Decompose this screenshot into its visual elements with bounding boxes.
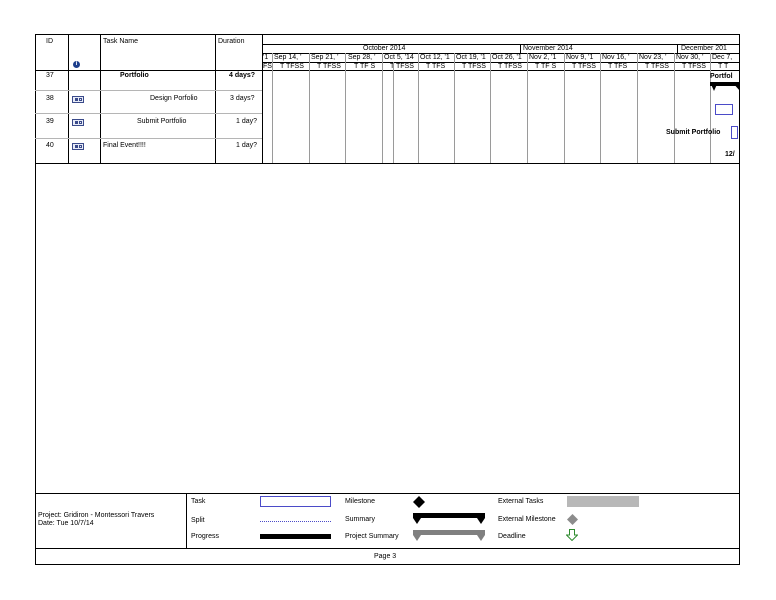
week-label: '1 <box>263 54 269 61</box>
week-gridline <box>710 53 711 163</box>
week-gridline <box>490 53 491 163</box>
row-id: 39 <box>46 118 54 125</box>
day-label: T TFS <box>608 63 628 70</box>
week-label: Nov 16, ' <box>602 54 630 61</box>
row-divider <box>35 138 262 139</box>
week-gridline <box>345 53 346 163</box>
week-gridline <box>309 53 310 163</box>
summary-bar-ends <box>708 82 740 94</box>
legend-split-label: Split <box>191 517 205 524</box>
duration-value: 1 day? <box>236 142 258 149</box>
gantt-label-submit-portfolio: Submit Portfolio <box>666 129 721 136</box>
legend-external-tasks-label: External Tasks <box>498 498 544 505</box>
timescale-month-top <box>262 44 740 45</box>
day-label: FS <box>263 63 272 70</box>
week-label: Nov 2, '1 <box>529 54 557 61</box>
month-label-dec: December 201 <box>681 45 727 52</box>
gantt-label-final-event: 12/ <box>725 151 735 158</box>
week-label: Sep 14, ' <box>274 54 302 61</box>
legend-task-label: Task <box>191 498 206 505</box>
row-divider <box>35 113 262 114</box>
calendar-icon <box>72 119 84 126</box>
legend-task-swatch <box>260 496 331 507</box>
week-gridline <box>454 53 455 163</box>
duration-column-header: Duration <box>218 38 245 45</box>
legend-bottom-line <box>35 548 740 549</box>
month-label-oct: October 2014 <box>363 45 406 52</box>
duration-value: 1 day? <box>236 118 258 125</box>
legend-summary-swatch <box>413 513 485 525</box>
legend-milestone-label: Milestone <box>345 498 375 505</box>
task-name-final-event[interactable]: Final Event!!!! <box>103 142 146 149</box>
day-label: T TFS <box>426 63 446 70</box>
week-gridline <box>674 53 675 163</box>
row-id: 37 <box>46 72 54 79</box>
week-gridline <box>382 53 383 163</box>
legend-progress-label: Progress <box>191 533 220 540</box>
week-label: Oct 12, '1 <box>420 54 450 61</box>
week-gridline <box>600 53 601 163</box>
legend-external-milestone-label: External Milestone <box>498 516 556 523</box>
week-label: Nov 23, ' <box>639 54 667 61</box>
week-gridline <box>637 53 638 163</box>
week-gridline <box>272 53 273 163</box>
day-label: T TFSS <box>317 63 341 70</box>
table-bottom-line <box>35 163 740 164</box>
row-id: 40 <box>46 142 54 149</box>
gantt-label-portfolio: Portfol <box>710 73 733 80</box>
day-label: T TF S <box>354 63 376 70</box>
month-label-nov: November 2014 <box>523 45 573 52</box>
legend-deadline-label: Deadline <box>498 533 526 540</box>
legend-split-swatch <box>260 521 331 522</box>
day-label: T T <box>718 63 729 70</box>
legend-external-milestone-diamond <box>567 514 578 525</box>
day-label: T TFSS <box>390 63 414 70</box>
project-date: Date: Tue 10/7/14 <box>38 520 94 527</box>
week-label: Oct 19, '1 <box>456 54 486 61</box>
legend-divider <box>186 493 187 548</box>
task-bar-design-portfolio[interactable] <box>715 104 733 115</box>
legend-milestone-diamond <box>413 496 425 508</box>
legend-project-summary-label: Project Summary <box>345 533 399 540</box>
week-label: Sep 28, ' <box>348 54 376 61</box>
week-label: Nov 9, '1 <box>566 54 594 61</box>
task-name-column-header: Task Name <box>103 38 139 45</box>
week-label: Oct 5, '14 <box>384 54 414 61</box>
task-name-design-portfolio[interactable]: Design Porfolio <box>150 95 198 102</box>
week-gridline <box>527 53 528 163</box>
col-sep-icon <box>100 34 101 163</box>
legend-external-tasks-swatch <box>567 496 639 507</box>
project-name: Project: Gridiron - Montessori Travers <box>38 512 155 519</box>
day-label: T TFSS <box>645 63 669 70</box>
day-label: T TFSS <box>462 63 486 70</box>
legend-summary-label: Summary <box>345 516 375 523</box>
month-sep-nov <box>520 44 521 53</box>
day-label: T TFSS <box>280 63 304 70</box>
col-sep-id <box>68 34 69 163</box>
day-label: T TFSS <box>572 63 596 70</box>
week-gridline <box>564 53 565 163</box>
id-column-header: ID <box>46 38 53 45</box>
week-label: Nov 30, ' <box>676 54 704 61</box>
week-label: Oct 26, '1 <box>492 54 522 61</box>
nonworking-gridline <box>393 62 394 163</box>
col-sep-name <box>215 34 216 163</box>
calendar-icon <box>72 96 84 103</box>
header-bottom-line <box>35 70 740 71</box>
info-icon: i <box>73 61 80 68</box>
row-id: 38 <box>46 95 54 102</box>
week-gridline <box>418 53 419 163</box>
week-label: Sep 21, ' <box>311 54 339 61</box>
task-bar-submit-portfolio[interactable] <box>731 126 738 139</box>
calendar-icon <box>72 143 84 150</box>
deadline-arrow-icon <box>566 529 578 541</box>
day-label: T TF S <box>535 63 557 70</box>
task-name-submit-portfolio[interactable]: Submit Portfolio <box>137 118 187 125</box>
page-number: Page 3 <box>374 553 397 560</box>
legend-progress-swatch <box>260 534 331 539</box>
legend-project-summary-swatch <box>413 530 485 542</box>
task-name-portfolio[interactable]: Portfolio <box>120 72 149 79</box>
duration-value: 3 days? <box>230 95 255 102</box>
month-sep-dec <box>677 44 678 53</box>
day-label: T TFSS <box>498 63 522 70</box>
row-divider <box>35 90 262 91</box>
duration-value: 4 days? <box>229 72 256 79</box>
week-label: Dec 7, <box>712 54 733 61</box>
day-label: T TFSS <box>682 63 706 70</box>
legend-top-line <box>35 493 740 494</box>
